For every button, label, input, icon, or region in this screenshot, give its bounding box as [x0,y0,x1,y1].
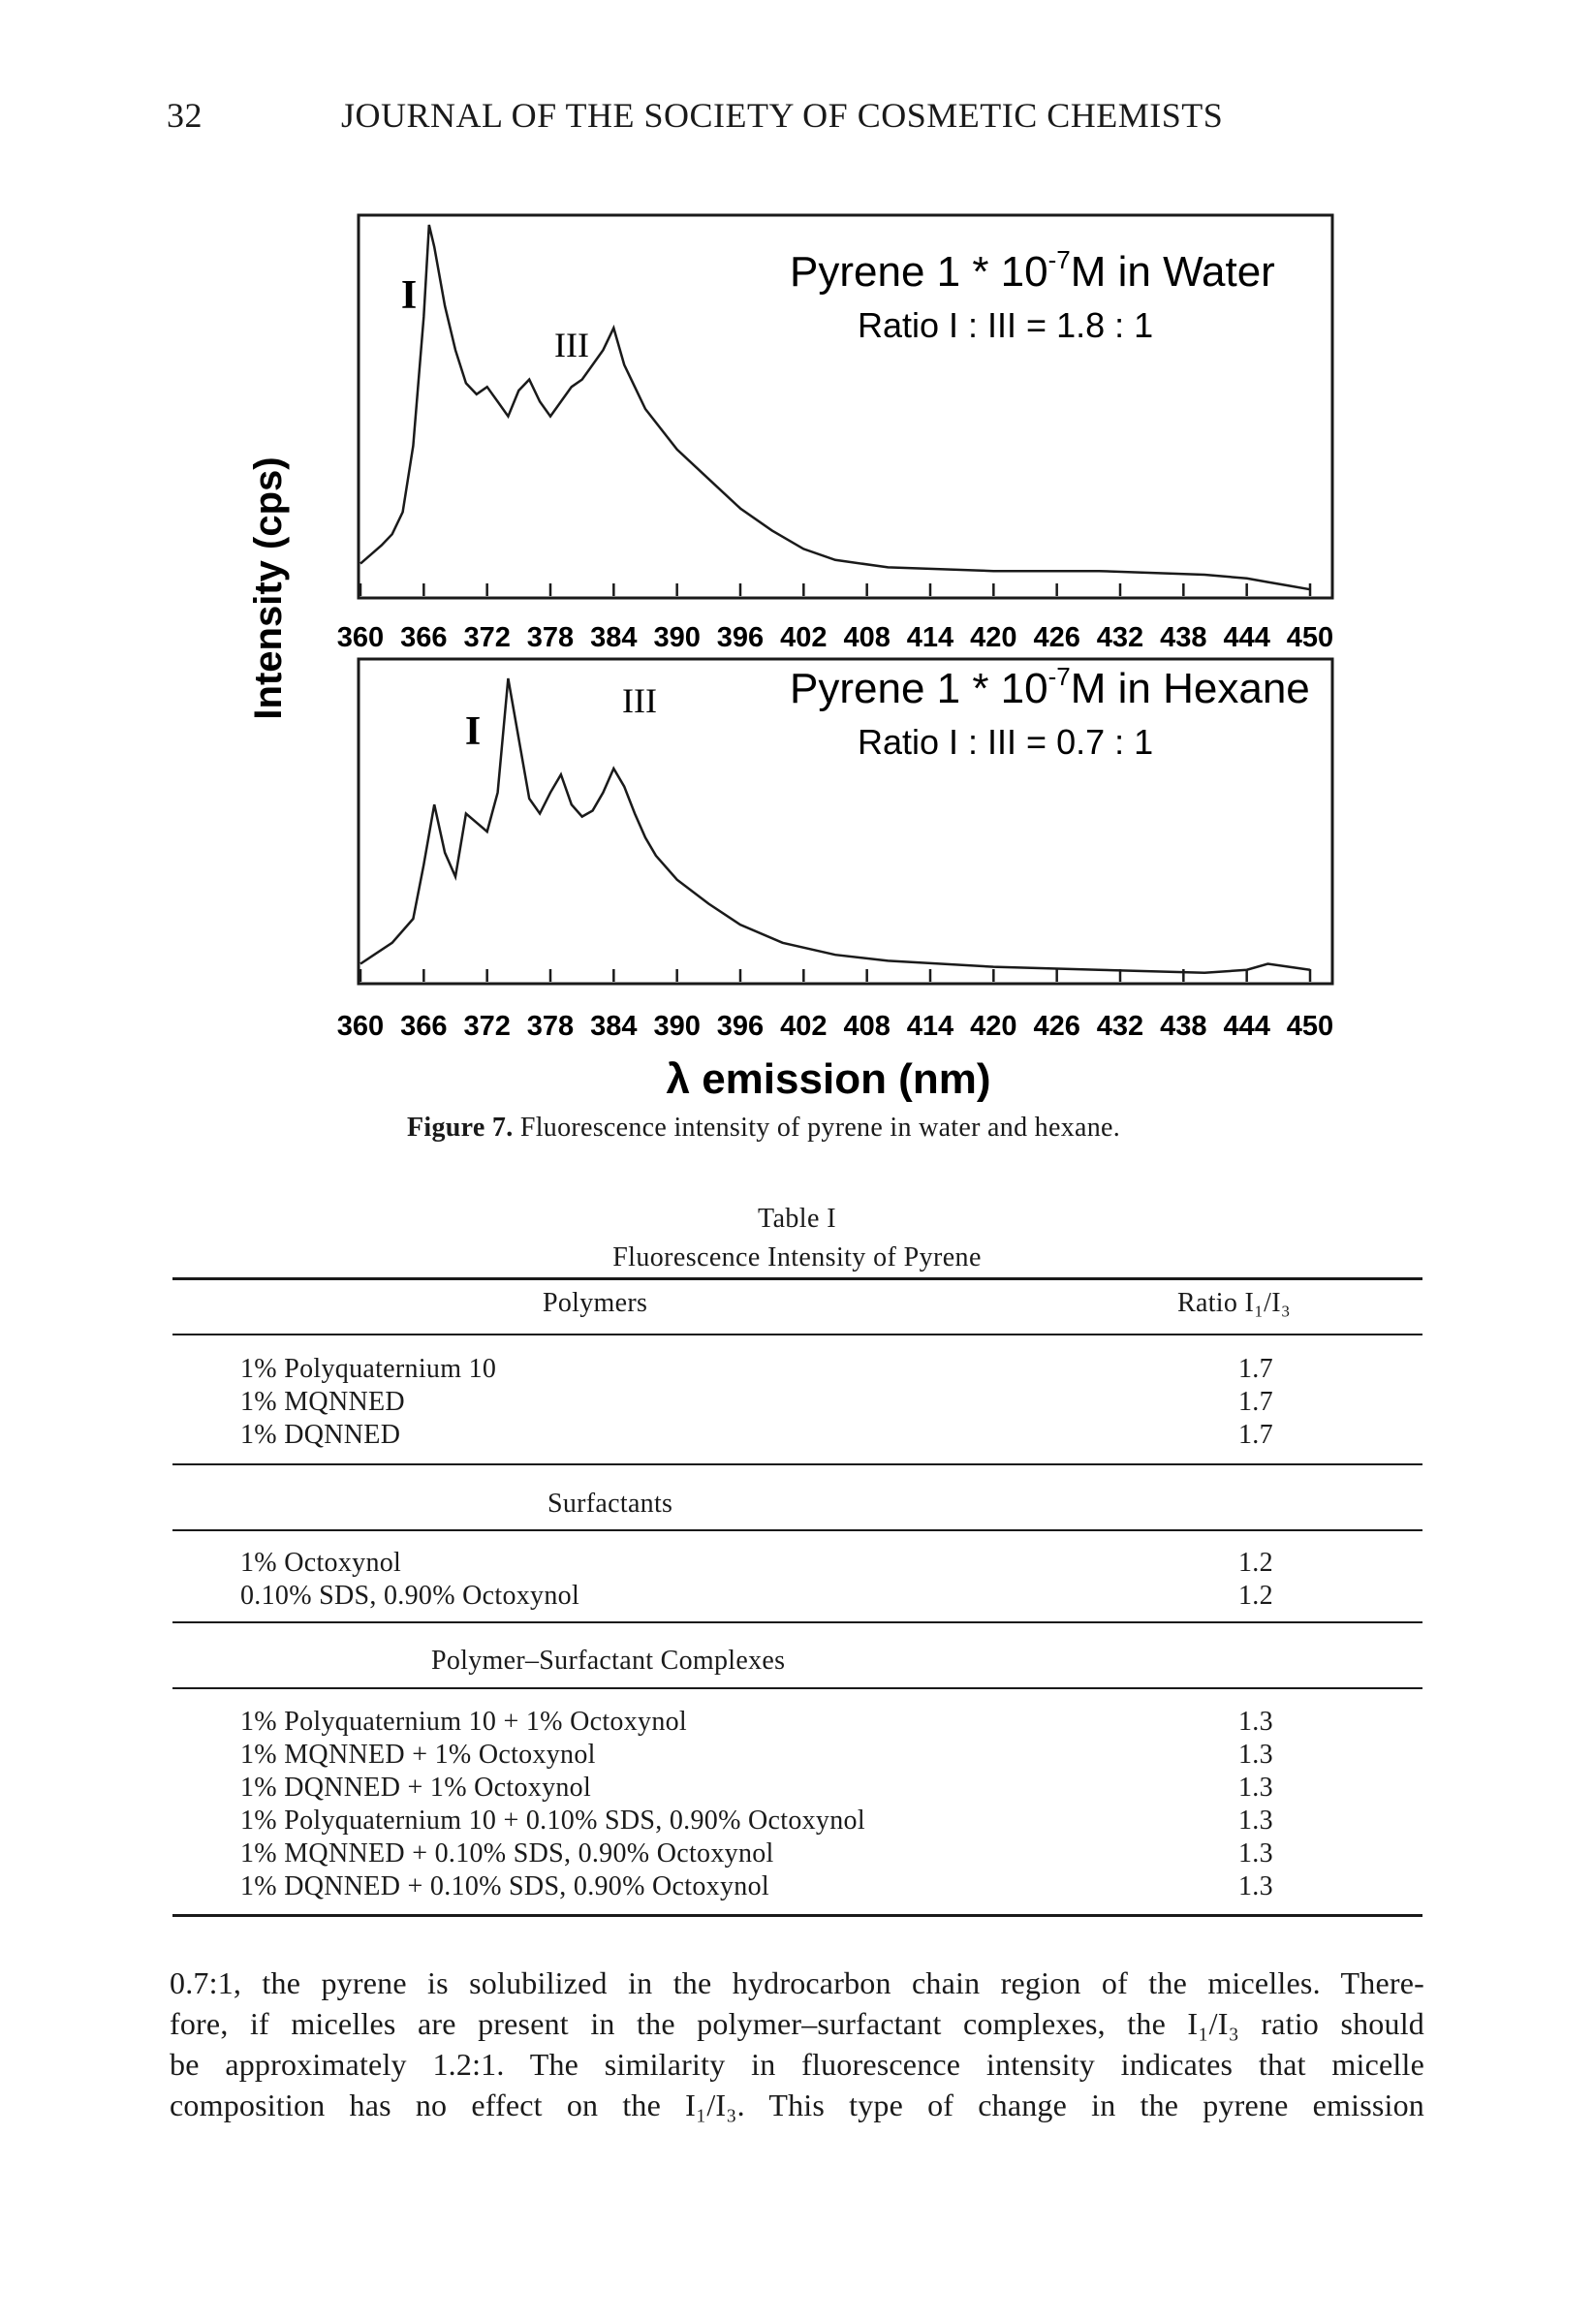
x-tick-label: 420 [970,622,1017,653]
body-line: fore, if micelles are present in the polymer–surfactant complexes, the I₁/I₃ ratio should [170,2006,1424,2041]
table-heading [0,1200,1594,1277]
row-name: 0.10% SDS, 0.90% Octoxynol [240,1581,580,1611]
body-line: 0.7:1, the pyrene is solubilized in the hydrocarbon chain region of the micelles. There- [170,1965,1424,2000]
x-tick-label: 384 [590,622,638,653]
figure-7 [0,0,1594,1105]
group-rule [172,1529,1422,1531]
row-name: 1% MQNNED + 0.10% SDS, 0.90% Octoxynol [240,1838,774,1869]
row-value: 1.3 [1238,1740,1273,1770]
column-header-polymers: Polymers [543,1288,648,1318]
x-tick-label: 378 [526,622,575,653]
x-tick-label: 426 [1033,1011,1080,1042]
x-tick-label: 366 [400,1011,448,1042]
x-tick-label: 414 [906,1011,954,1042]
x-tick-label: 384 [590,1011,638,1042]
peak-label-III: III [622,681,657,720]
row-value: 1.3 [1238,1871,1273,1901]
table-title: Fluorescence Intensity of Pyrene [612,1242,982,1272]
series-line-hexane [360,678,1310,973]
x-tick-label: 438 [1160,622,1207,653]
group-rule [172,1687,1422,1689]
x-tick-label: 402 [780,622,828,653]
x-tick-label: 444 [1223,1011,1270,1042]
x-tick-label: 420 [970,1011,1017,1042]
ratio-annotation: Ratio I : III = 0.7 : 1 [858,722,1154,762]
row-value: 1.7 [1238,1387,1273,1417]
row-name: 1% Octoxynol [240,1548,402,1578]
row-value: 1.3 [1238,1838,1273,1869]
row-name: 1% DQNNED + 0.10% SDS, 0.90% Octoxynol [240,1871,769,1901]
x-tick-label: 372 [463,622,511,653]
body-paragraph [170,1963,1424,2125]
x-tick-label: 408 [843,1011,891,1042]
row-value: 1.2 [1238,1548,1273,1578]
x-tick-label: 408 [843,622,891,653]
x-tick-label: 402 [780,1011,828,1042]
table-label: Table I [758,1204,836,1234]
x-tick-label: 372 [463,1011,511,1042]
panel-title-suffix: M in Hexane [1070,665,1310,712]
row-value: 1.7 [1238,1354,1273,1384]
x-tick-label: 432 [1096,1011,1144,1042]
panel-title [790,245,1275,296]
x-tick-labels [337,622,1333,653]
table-header-rule [172,1334,1422,1335]
group-rule [172,1463,1422,1465]
x-tick-label: 390 [653,622,701,653]
row-value: 1.2 [1238,1581,1273,1611]
x-tick-label: 426 [1033,622,1080,653]
panel-title-exponent: -7 [1047,245,1071,274]
x-axis-ticks [360,583,1310,596]
x-tick-label: 444 [1223,622,1270,653]
group-heading-complexes: Polymer–Surfactant Complexes [431,1646,786,1676]
panel-title-prefix: Pyrene 1 * 10 [790,665,1048,712]
row-name: 1% MQNNED + 1% Octoxynol [240,1740,596,1770]
panel-title-suffix: M in Water [1070,248,1275,296]
chart-panel-water [337,215,1333,653]
table-top-rule [172,1277,1422,1280]
x-tick-label: 450 [1286,622,1334,653]
column-header-ratio: Ratio I₁/I₃ [1177,1288,1291,1318]
x-tick-label: 450 [1286,1011,1334,1042]
row-name: 1% Polyquaternium 10 + 1% Octoxynol [240,1707,688,1737]
journal-title: JOURNAL OF THE SOCIETY OF COSMETIC CHEMISTS [341,96,1224,135]
x-tick-label: 432 [1096,622,1144,653]
figure-caption-text: Fluorescence intensity of pyrene in water and hexane. [519,1113,1121,1143]
x-tick-label: 396 [716,1011,765,1042]
body-line: be approximately 1.2:1. The similarity in fluorescence intensity indicates that micelle [170,2047,1424,2082]
row-name: 1% MQNNED [240,1387,405,1417]
group-rule [172,1621,1422,1623]
figure-caption [407,1113,1376,1144]
row-value: 1.7 [1238,1420,1273,1450]
page-number: 32 [167,96,203,135]
peak-label-III: III [554,326,589,364]
row-name: 1% Polyquaternium 10 [240,1354,497,1384]
row-name: 1% DQNNED + 1% Octoxynol [240,1773,592,1803]
x-tick-label: 390 [653,1011,701,1042]
group-heading-surfactants: Surfactants [547,1489,673,1519]
ratio-annotation: Ratio I : III = 1.8 : 1 [858,305,1154,345]
row-value: 1.3 [1238,1707,1273,1737]
x-axis-label: λ emission (nm) [666,1055,991,1103]
figure-caption-label: Figure 7. [407,1113,514,1143]
x-tick-label: 438 [1160,1011,1207,1042]
x-tick-label: 414 [906,622,954,653]
x-tick-label: 378 [526,1011,575,1042]
row-value: 1.3 [1238,1806,1273,1836]
row-value: 1.3 [1238,1773,1273,1803]
x-tick-labels [337,1011,1333,1042]
x-tick-label: 360 [336,1011,385,1042]
row-name: 1% DQNNED [240,1420,401,1450]
row-name: 1% Polyquaternium 10 + 0.10% SDS, 0.90% Octoxynol [240,1806,865,1836]
x-tick-label: 396 [716,622,765,653]
body-line: composition has no effect on the I₁/I₃. This type of change in the pyrene emission [170,2088,1424,2122]
y-axis-label: Intensity (cps) [247,456,290,720]
x-tick-label: 360 [336,622,385,653]
panel-title [790,662,1310,712]
panel-title-exponent: -7 [1047,662,1071,691]
peak-label-I: I [464,709,482,754]
peak-label-I: I [400,273,418,318]
panel-title-prefix: Pyrene 1 * 10 [790,248,1048,296]
chart-panel-hexane [337,659,1333,1042]
table-bottom-rule [172,1914,1422,1917]
x-tick-label: 366 [400,622,448,653]
